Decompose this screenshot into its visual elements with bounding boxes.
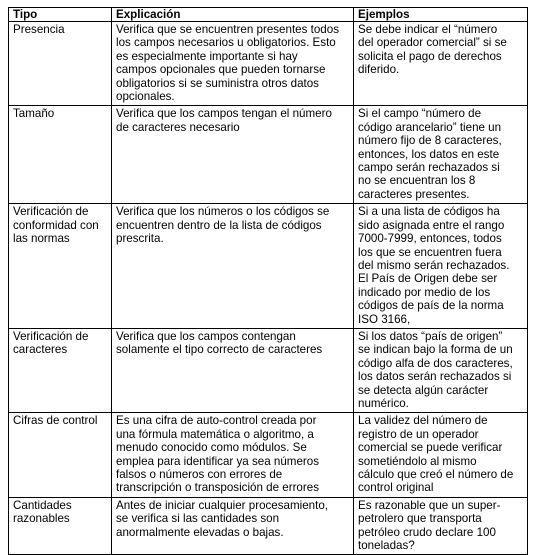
cell-text-line: las normas <box>13 232 70 246</box>
cell-text-line: caracteres <box>13 343 68 357</box>
cell-ejemplo <box>354 22 528 106</box>
cell-text-line: falsos o números con errores de <box>116 468 283 481</box>
cell-text-line: cálculo que creó el número de <box>358 468 514 481</box>
header-tipo: Tipo <box>9 8 112 22</box>
cell-text-line: no se encuentran los 8 <box>358 174 476 188</box>
cell-text-line: Antes de iniciar cualquier procesamiento, <box>116 498 329 512</box>
cell-text-line: Presencia <box>13 23 65 36</box>
validation-table <box>8 7 528 555</box>
header-row <box>9 8 528 22</box>
cell-explicacion <box>112 106 354 204</box>
cell-text-line: campos opcionales que pueden tornarse <box>116 63 326 77</box>
cell-tipo <box>9 106 112 204</box>
cell-text-line: razonables <box>13 512 70 526</box>
cell-ejemplo <box>354 497 528 555</box>
cell-text-line: conformidad con <box>13 218 99 232</box>
cell-text-line: se indican bajo la forma de un <box>358 343 513 357</box>
cell-text-line: de caracteres necesario <box>116 120 240 134</box>
cell-text-line: los campos necesarios u obligatorios. Esto <box>116 36 336 50</box>
cell-text-line: Verificación de <box>13 329 89 343</box>
cell-text-line: se verifica si las cantidades son <box>116 512 280 526</box>
cell-text-line: códigos de país de la norma <box>358 299 504 313</box>
cell-ejemplo <box>354 328 528 412</box>
table-row <box>9 22 528 106</box>
cell-text-line: numérico. <box>358 396 409 410</box>
cell-tipo <box>9 497 112 555</box>
cell-ejemplo <box>354 413 528 497</box>
cell-text-line: Si los datos “país de origen” <box>358 329 503 343</box>
cell-text-line: número fijo de 8 caracteres, <box>358 134 502 148</box>
cell-text-line: registro de un operador <box>358 427 479 441</box>
cell-text-line: solicita el pago de derechos <box>358 49 502 63</box>
cell-text-line: menudo conocido como módulos. Se <box>116 441 307 455</box>
cell-text-line: indicado por medio de los <box>358 285 491 299</box>
cell-tipo <box>9 328 112 412</box>
header-explicacion: Explicación <box>112 8 354 22</box>
cell-text-line: una fórmula matemática o algoritmo, a <box>116 427 314 441</box>
table-row <box>9 328 528 412</box>
cell-explicacion <box>112 328 354 412</box>
cell-text-line: Es una cifra de auto-control creada por <box>116 414 317 428</box>
cell-text-line: diferido. <box>358 63 400 77</box>
cell-text-line: caracteres presentes. <box>358 187 470 201</box>
cell-text-line: código alfa de dos caracteres, <box>358 356 513 370</box>
cell-ejemplo <box>354 106 528 204</box>
cell-tipo <box>9 22 112 106</box>
cell-text-line: control original <box>358 481 434 495</box>
cell-text-line: campo serán rechazados si <box>358 161 500 175</box>
cell-text-line: Cantidades <box>13 498 72 512</box>
table-row <box>9 413 528 497</box>
cell-text-line: toneladas? <box>358 539 415 553</box>
cell-text-line: los datos serán rechazados si <box>358 370 512 384</box>
cell-text-line: comercial se puede verificar <box>358 441 503 455</box>
cell-explicacion <box>112 204 354 329</box>
cell-tipo <box>9 413 112 497</box>
cell-text-line: sometiéndolo al mismo <box>358 454 477 468</box>
cell-text-line: es especialmente importante si hay <box>116 49 298 63</box>
cell-text-line: obligatorios si se suministra otros datos <box>116 76 319 90</box>
cell-text-line: código arancelario” tiene un <box>358 120 502 134</box>
cell-text-line: transcripción o transposición de errores <box>116 481 319 495</box>
cell-text-line: encuentren dentro de la lista de códigos <box>116 218 322 232</box>
cell-text-line: los que se encuentren fuera <box>358 245 502 259</box>
cell-text-line: Es razonable que un super- <box>358 498 501 512</box>
cell-text-line: Tamaño <box>13 107 55 121</box>
table-row <box>9 204 528 329</box>
table-row <box>9 106 528 204</box>
cell-text-line: Verifica que los números o los códigos se <box>116 205 330 219</box>
cell-text-line: Verificación de <box>13 205 89 219</box>
cell-text-line: Si el campo “número de <box>358 107 482 121</box>
cell-explicacion <box>112 413 354 497</box>
cell-text-line: opcionales. <box>116 90 175 104</box>
cell-text-line: sido asignada entre el rango <box>358 218 505 232</box>
cell-tipo <box>9 204 112 329</box>
cell-text-line: Se debe indicar el “número <box>358 23 498 36</box>
cell-text-line: solamente el tipo correcto de caracteres <box>116 343 323 357</box>
cell-text-line: La validez del número de <box>358 414 488 428</box>
cell-text-line: Verifica que los campos contengan <box>116 329 296 343</box>
cell-text-line: El País de Origen debe ser <box>358 272 498 286</box>
cell-text-line: entonces, los datos en este <box>358 147 500 161</box>
table-row <box>9 497 528 555</box>
header-ejemplos: Ejemplos <box>354 8 528 22</box>
cell-text-line: se detecta algún carácter <box>358 383 489 397</box>
cell-text-line: del operador comercial” si se <box>358 36 507 50</box>
cell-text-line: Si a una lista de códigos ha <box>358 205 500 219</box>
cell-text-line: Verifica que los campos tengan el número <box>116 107 332 121</box>
cell-explicacion <box>112 22 354 106</box>
cell-text-line: anormalmente elevadas o bajas. <box>116 525 284 539</box>
cell-text-line: Cifras de control <box>13 414 98 428</box>
cell-text-line: ISO 3166, <box>358 312 411 326</box>
cell-text-line: petrolero que transporta <box>358 512 482 526</box>
cell-text-line: Verifica que se encuentren presentes todos <box>116 23 340 36</box>
cell-ejemplo <box>354 204 528 329</box>
cell-text-line: del mismo serán rechazados. <box>358 258 510 272</box>
cell-text-line: prescrita. <box>116 232 164 246</box>
cell-text-line: petróleo crudo declare 100 <box>358 525 496 539</box>
cell-explicacion <box>112 497 354 555</box>
cell-text-line: 7000-7999, entonces, todos <box>358 232 502 246</box>
table-body <box>9 22 528 555</box>
cell-text-line: emplea para identificar ya sea números <box>116 454 319 468</box>
